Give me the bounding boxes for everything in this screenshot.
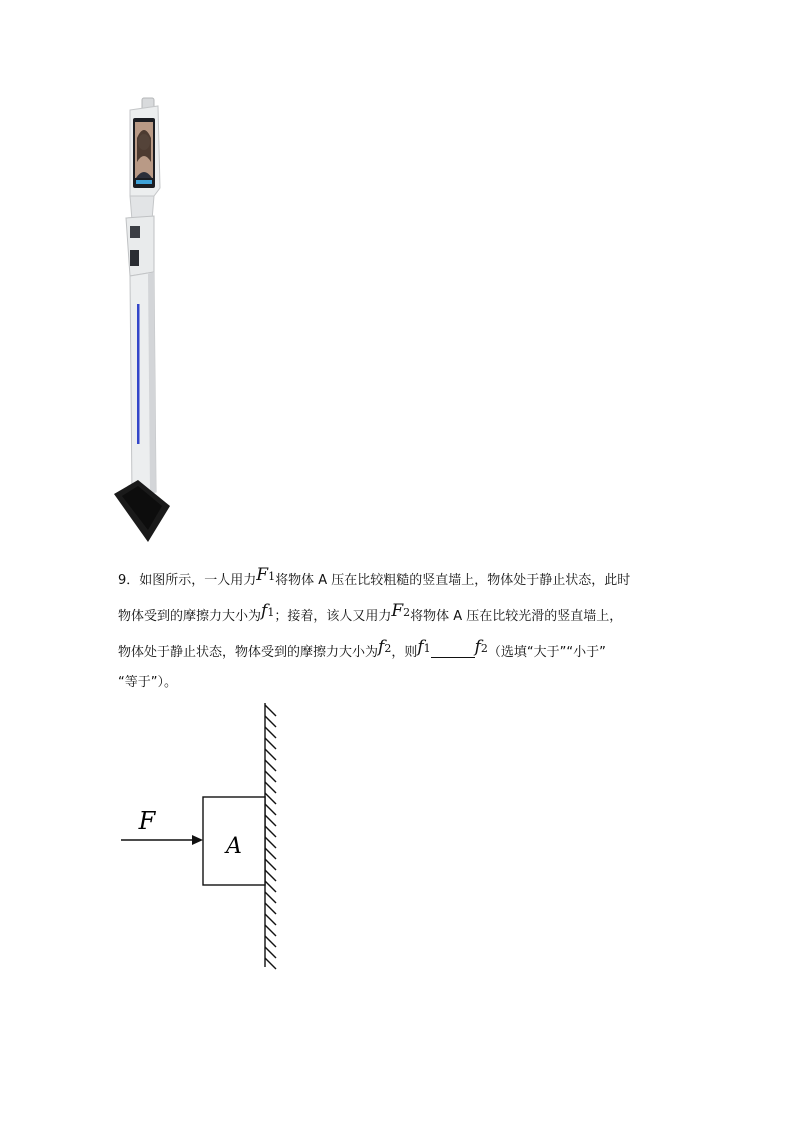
wall xyxy=(265,703,276,969)
wall-hatch xyxy=(265,782,276,793)
wall-hatch xyxy=(265,859,276,870)
face-recognition-kiosk-image xyxy=(108,92,178,547)
blue-light-strip xyxy=(137,304,140,444)
wall-hatch xyxy=(265,705,276,716)
question-line-3: 物体处于静止状态，物体受到的摩擦力大小为f2，则f1 f2（选填“大于”“小于” xyxy=(118,637,606,660)
wall-hatch xyxy=(265,727,276,738)
wall-hatch xyxy=(265,793,276,804)
answer-blank[interactable] xyxy=(431,643,475,658)
question-number: 9 xyxy=(118,573,127,588)
friction-symbol: f1 xyxy=(417,637,431,657)
wall-hatch xyxy=(265,947,276,958)
wall-hatch xyxy=(265,958,276,969)
question-9 xyxy=(118,560,688,698)
question-line-4: “等于”）。 xyxy=(118,675,177,690)
wall-hatch xyxy=(265,738,276,749)
wall-hatch xyxy=(265,716,276,727)
wall-hatch xyxy=(265,760,276,771)
force-symbol: F1 xyxy=(256,565,276,585)
arrow-head xyxy=(192,835,203,845)
question-line-1: 9．如图所示，一人用力F1将物体 A 压在比较粗糙的竖直墙上，物体处于静止状态，此时 xyxy=(118,565,631,588)
friction-symbol: f1 xyxy=(261,601,275,621)
wall-hatch xyxy=(265,903,276,914)
wall-hatch xyxy=(265,881,276,892)
wall-hatch xyxy=(265,870,276,881)
force-symbol: F2 xyxy=(391,601,411,621)
wall-hatch xyxy=(265,892,276,903)
force-label: F xyxy=(138,807,156,835)
question-line-2: 物体受到的摩擦力大小为f1；接着，该人又用力F2将物体 A 压在比较光滑的竖直墙上， xyxy=(118,601,623,624)
wall-hatch xyxy=(265,936,276,947)
friction-symbol: f2 xyxy=(474,637,488,657)
wall-hatch xyxy=(265,837,276,848)
wall-hatch xyxy=(265,771,276,782)
wall-hatch xyxy=(265,925,276,936)
block-wall-diagram xyxy=(115,695,285,975)
wall-hatch xyxy=(265,914,276,925)
wall-hatch xyxy=(265,749,276,760)
block-label: A xyxy=(226,834,242,859)
friction-symbol: f2 xyxy=(378,637,392,657)
wall-hatch xyxy=(265,815,276,826)
wall-hatch xyxy=(265,804,276,815)
wall-hatch xyxy=(265,848,276,859)
wall-hatch xyxy=(265,826,276,837)
